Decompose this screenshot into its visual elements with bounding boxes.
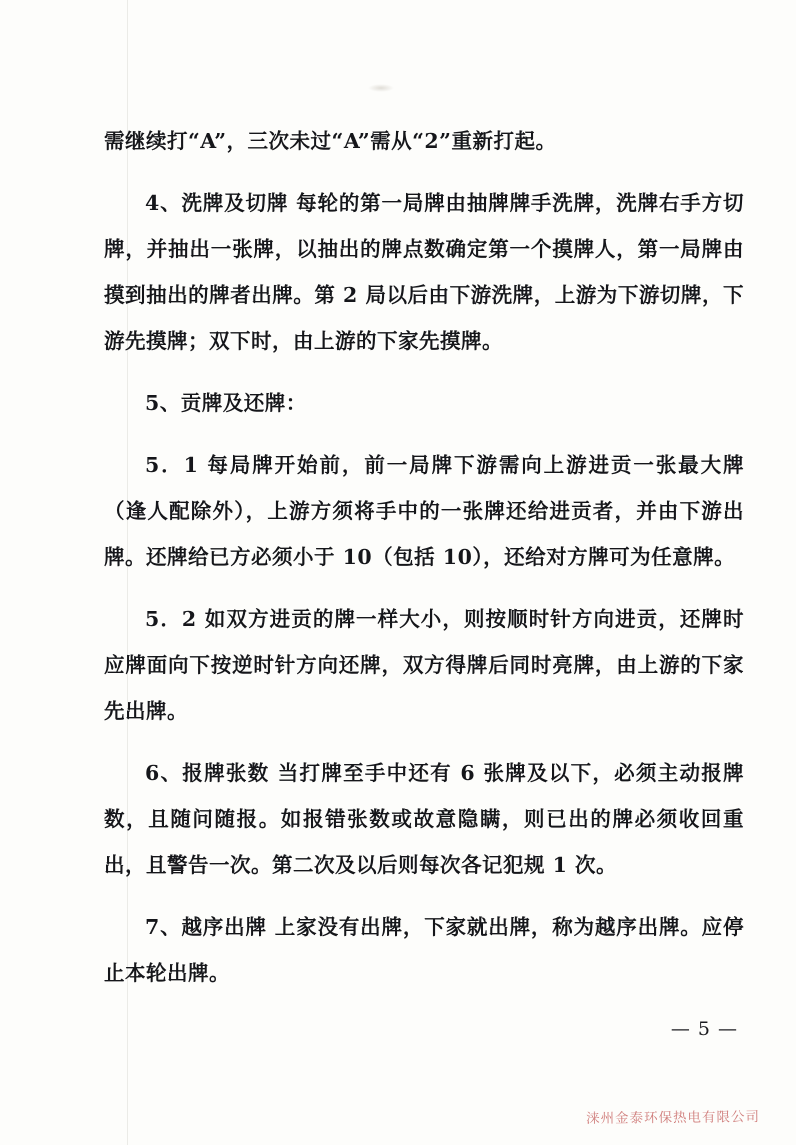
paragraph-item-5-2: 5．2 如双方进贡的牌一样大小，则按顺时针方向进贡，还牌时应牌面向下按逆时针方向还牌，双方得牌后同时亮牌，由上游的下家先出牌。	[104, 607, 744, 723]
paragraph-item-4: 4、洗牌及切牌 每轮的第一局牌由抽牌牌手洗牌，洗牌右手方切牌，并抽出一张牌，以抽出的牌点数确定第一个摸牌人，第一局牌由摸到抽出的牌者出牌。第 2 局以后由下游洗牌，上游为下游切牌，下游先摸牌；双下时，由上游的下家先摸牌。	[104, 191, 744, 353]
page-number: — 5 —	[670, 1018, 738, 1040]
paragraph-item-6: 6、报牌张数 当打牌至手中还有 6 张牌及以下，必须主动报牌数，且随问随报。如报错张数或故意隐瞒，则已出的牌必须收回重出，且警告一次。第二次及以后则每次各记犯规 1 次。	[104, 761, 744, 877]
document-body	[104, 118, 744, 1004]
paragraph-item-5-1: 5．1 每局牌开始前，前一局牌下游需向上游进贡一张最大牌（逢人配除外），上游方须将手中的一张牌还给进贡者，并由下游出牌。还牌给已方必须小于 10（包括 10），还给对方牌可为任意牌。	[104, 453, 744, 569]
paper-smudge	[368, 84, 394, 92]
paragraph-item-5: 5、贡牌及还牌：	[145, 391, 307, 415]
paragraph-continued-top: 需继续打“A”，三次未过“A”需从“2”重新打起。	[104, 129, 557, 153]
company-seal-stamp: 涞州金泰环保热电有限公司	[585, 1109, 761, 1127]
paragraph-item-7: 7、越序出牌 上家没有出牌，下家就出牌，称为越序出牌。应停止本轮出牌。	[104, 915, 744, 985]
